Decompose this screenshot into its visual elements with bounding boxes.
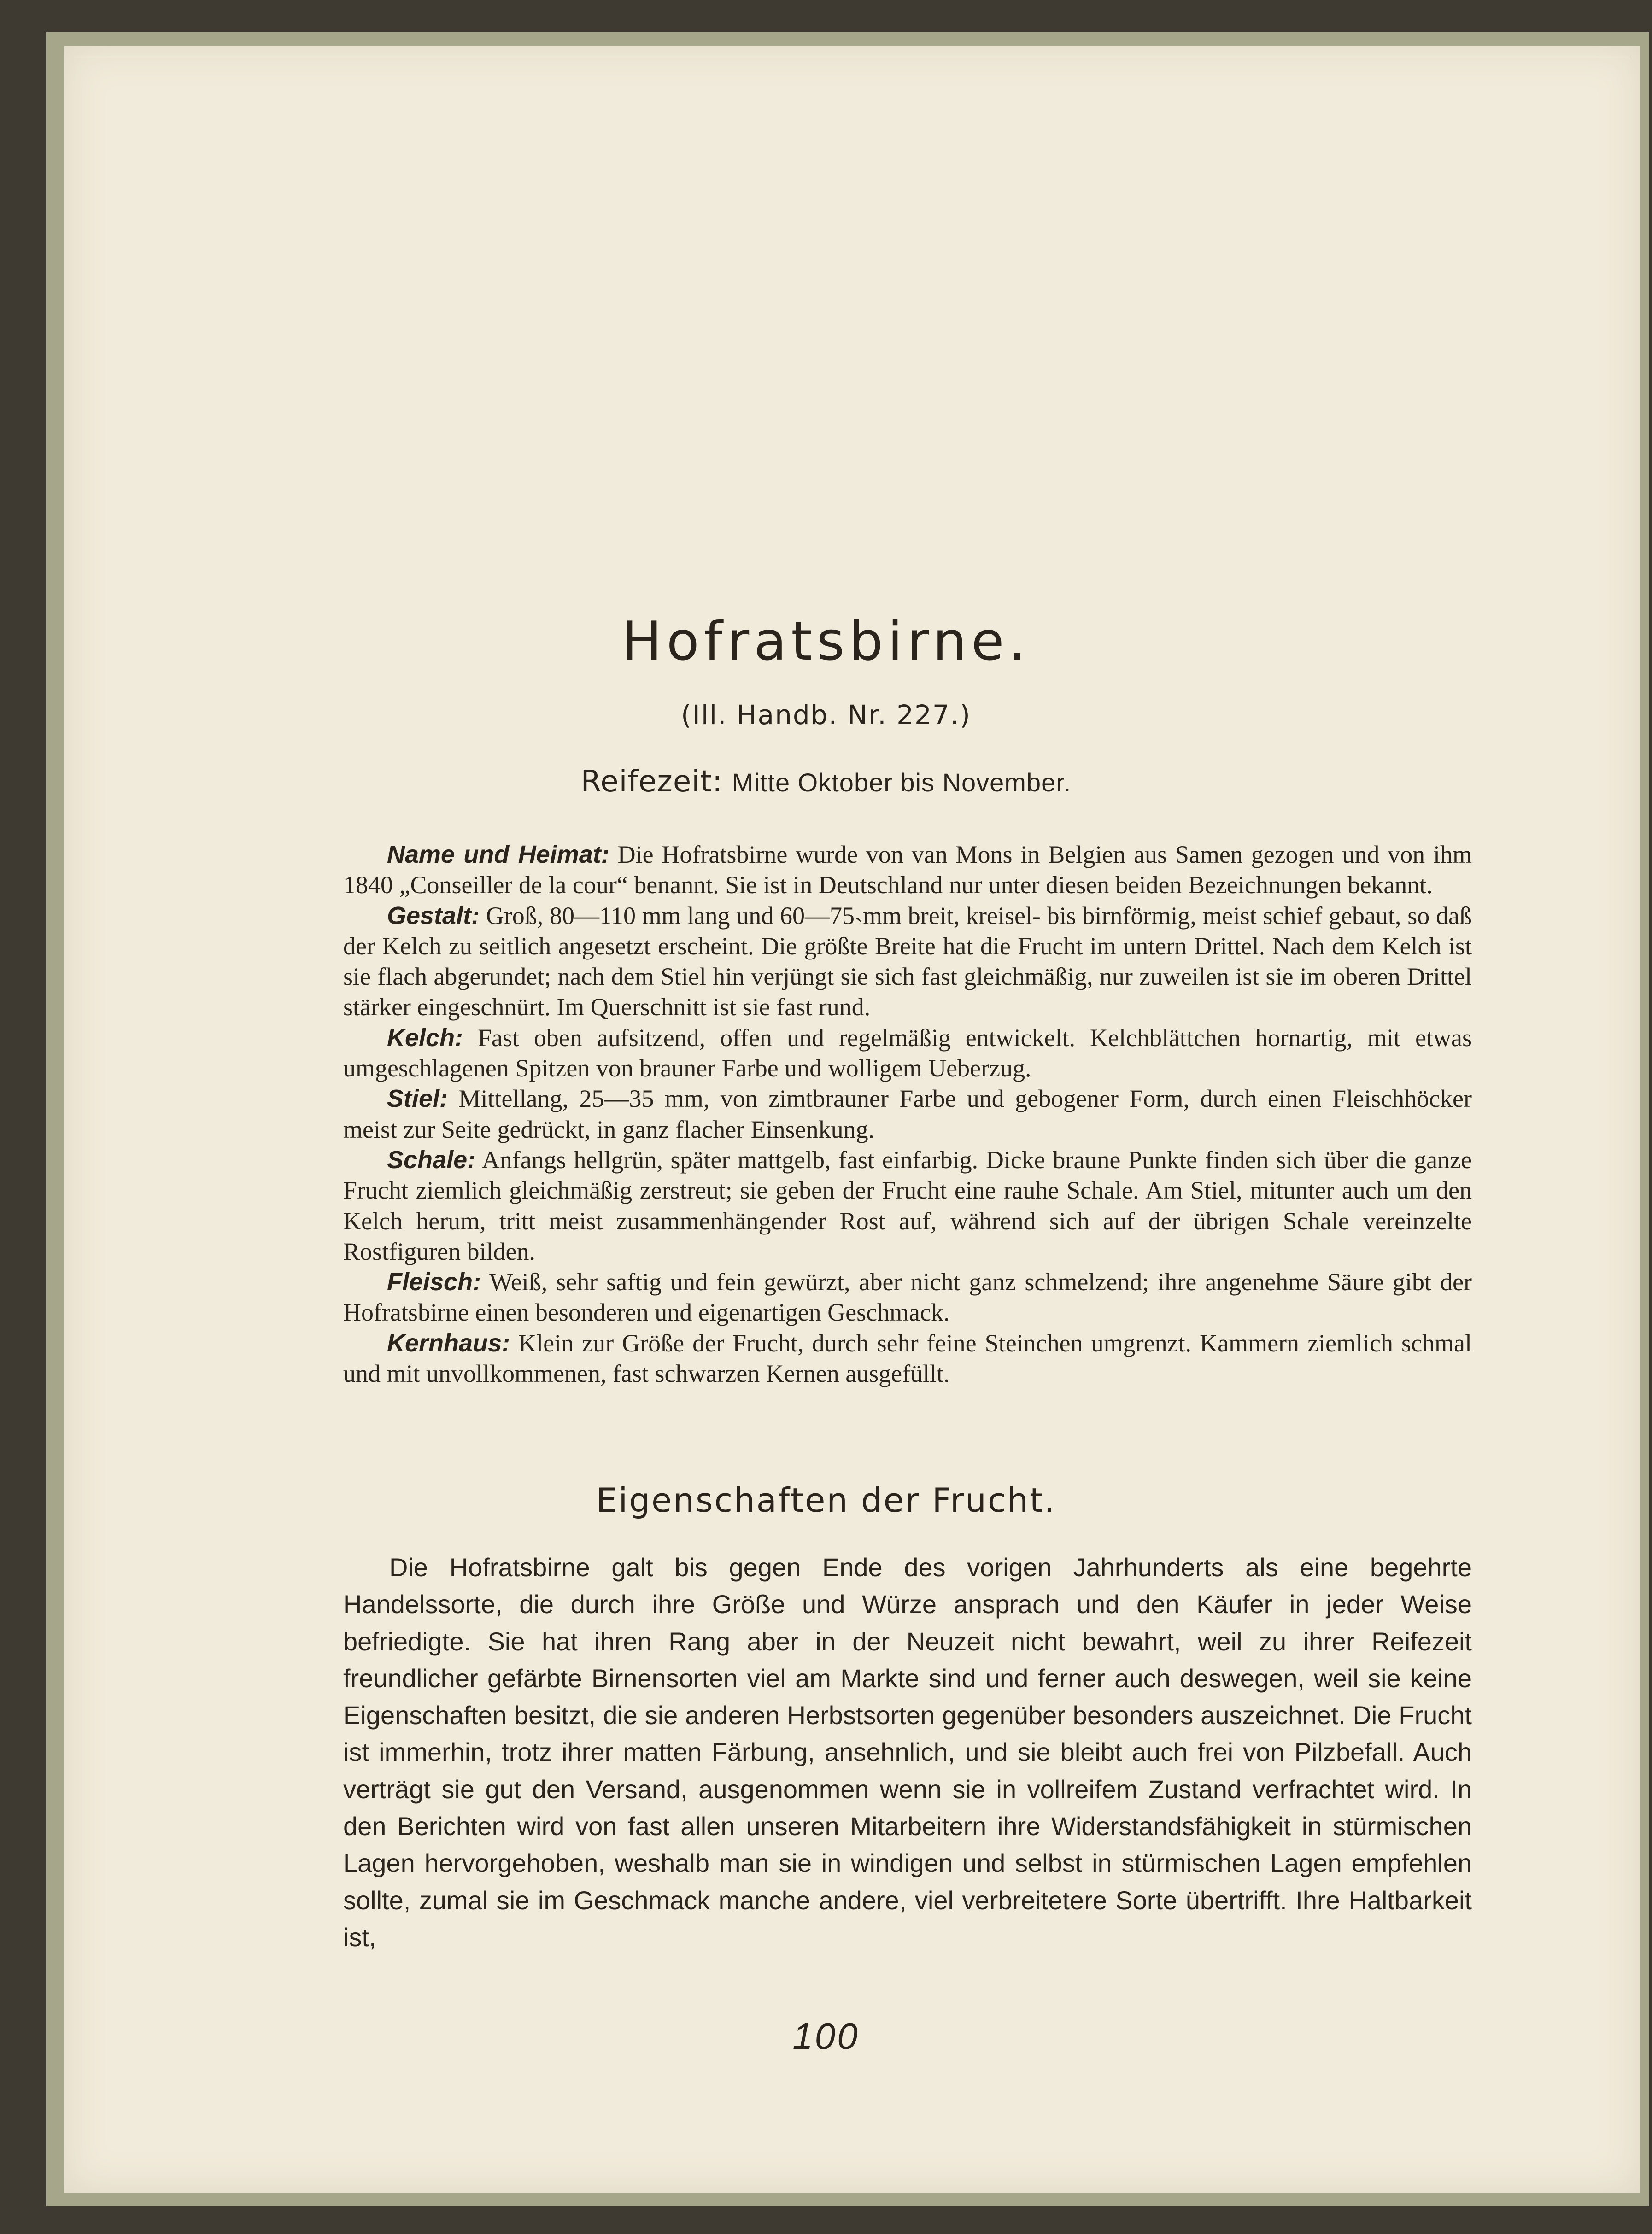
description-label: Kernhaus:: [387, 1329, 510, 1357]
description-label: Name und Heimat:: [387, 841, 609, 868]
description-text: Die Hofratsbirne wurde von van Mons in Belgien aus Samen gezogen und von ihm 1840 „Conseiller de la cour“ benannt. Sie ist in Deutschland nur unter diesen beiden Bezeichnungen bekannt.: [343, 841, 1472, 899]
section-body: Die Hofratsbirne galt bis gegen Ende des vorigen Jahrhunderts als eine begehrte Handelssorte, die durch ihre Größe und Würze ansprach und den Käufer in jeder Weise befriedigte. Sie hat ihren Rang aber in der Neuzeit nicht bewahrt, weil zu ihrer Reifezeit freundlicher gefärbte Birnensorten viel am Markte sind und ferner auch deswegen, weil sie keine Eigenschaften besitzt, die sie anderen Herbstsorten gegenüber besonders auszeichnet. Die Frucht ist immerhin, trotz ihrer matten Färbung, ansehnlich, und sie bleibt auch frei von Pilzbefall. Auch verträgt sie gut den Versand, ausgenommen wenn sie in vollreifem Zustand verfrachtet wird. In den Berichten wird von fast allen unseren Mitarbeitern ihre Widerstandsfähigkeit in stürmischen Lagen hervorgehoben, weshalb man sie in windigen und selbst in stürmischen Lagen empfehlen sollte, zumal sie im Geschmack manche andere, viel verbreitetere Sorte übertrifft. Ihre Haltbarkeit ist,: [343, 1553, 1472, 1952]
page-number: 100: [792, 2016, 860, 2057]
description-label: Gestalt:: [387, 901, 480, 930]
description-paragraph: [343, 1145, 1472, 1267]
description-paragraph: [343, 901, 1472, 1023]
description-label: Stiel:: [387, 1085, 448, 1113]
ripening-value: Mitte Oktober bis November.: [732, 768, 1072, 797]
description-text: Mittellang, 25—35 mm, von zimtbrauner Farbe und gebogener Form, durch einen Fleischhöcker meist zur Seite gedrückt, in ganz flacher Einsenkung.: [343, 1085, 1472, 1143]
description-paragraph: [343, 1328, 1472, 1389]
description-label: Kelch:: [387, 1023, 463, 1052]
handbook-reference: (Ill. Handb. Nr. 227.): [681, 699, 971, 731]
description-paragraph: [343, 1083, 1472, 1145]
description-text: Weiß, sehr saftig und fein gewürzt, aber nicht ganz schmelzend; ihre angenehme Säure gibt der Hofratsbirne einen besonderen und eigenartigen Geschmack.: [343, 1268, 1472, 1327]
description-label: Schale:: [387, 1146, 476, 1174]
description-paragraph: [343, 839, 1472, 901]
ripening-label: Reifezeit:: [580, 765, 723, 799]
section-heading: Eigenschaften der Frucht.: [596, 1481, 1056, 1520]
description-paragraph: [343, 1023, 1472, 1084]
description-text: Klein zur Größe der Frucht, durch sehr feine Steinchen umgrenzt. Kammern ziemlich schmal und mit unvollkommenen, fast schwarzen Kernen ausgefüllt.: [343, 1329, 1472, 1388]
page-title: Hofratsbirne.: [621, 610, 1031, 673]
description-text: Groß, 80—110 mm lang und 60—75˴mm breit, kreisel- bis birnförmig, meist schief gebaut, so daß der Kelch zu seitlich angesetzt erscheint. Die größte Breite hat die Frucht im untern Drittel. Nach dem Kelch ist sie flach abgerundet; nach dem Stiel hin verjüngt sie sich fast gleichmäßig, nur zuweilen ist sie im oberen Drittel stärker eingeschnürt. Im Querschnitt ist sie fast rund.: [343, 901, 1472, 1021]
description-text: Fast oben aufsitzend, offen und regelmäßig entwickelt. Kelchblättchen hornartig, mit etwas umgeschlagenen Spitzen von brauner Farbe und wolligem Ueberzug.: [343, 1023, 1472, 1082]
description-paragraph: [343, 1267, 1472, 1328]
description-label: Fleisch:: [387, 1268, 481, 1296]
fruit-description: [343, 839, 1472, 1389]
description-text: Anfangs hellgrün, später mattgelb, fast einfarbig. Dicke braune Punkte finden sich über die ganze Frucht ziemlich gleichmäßig zerstreut; sie geben der Frucht eine rauhe Schale. Am Stiel, mitunter auch um den Kelch herum, tritt meist zusammenhängender Rost auf, während sich auf der übrigen Schale vereinzelte Rostfiguren bilden.: [343, 1146, 1472, 1265]
ripening-time: [0, 765, 1652, 799]
